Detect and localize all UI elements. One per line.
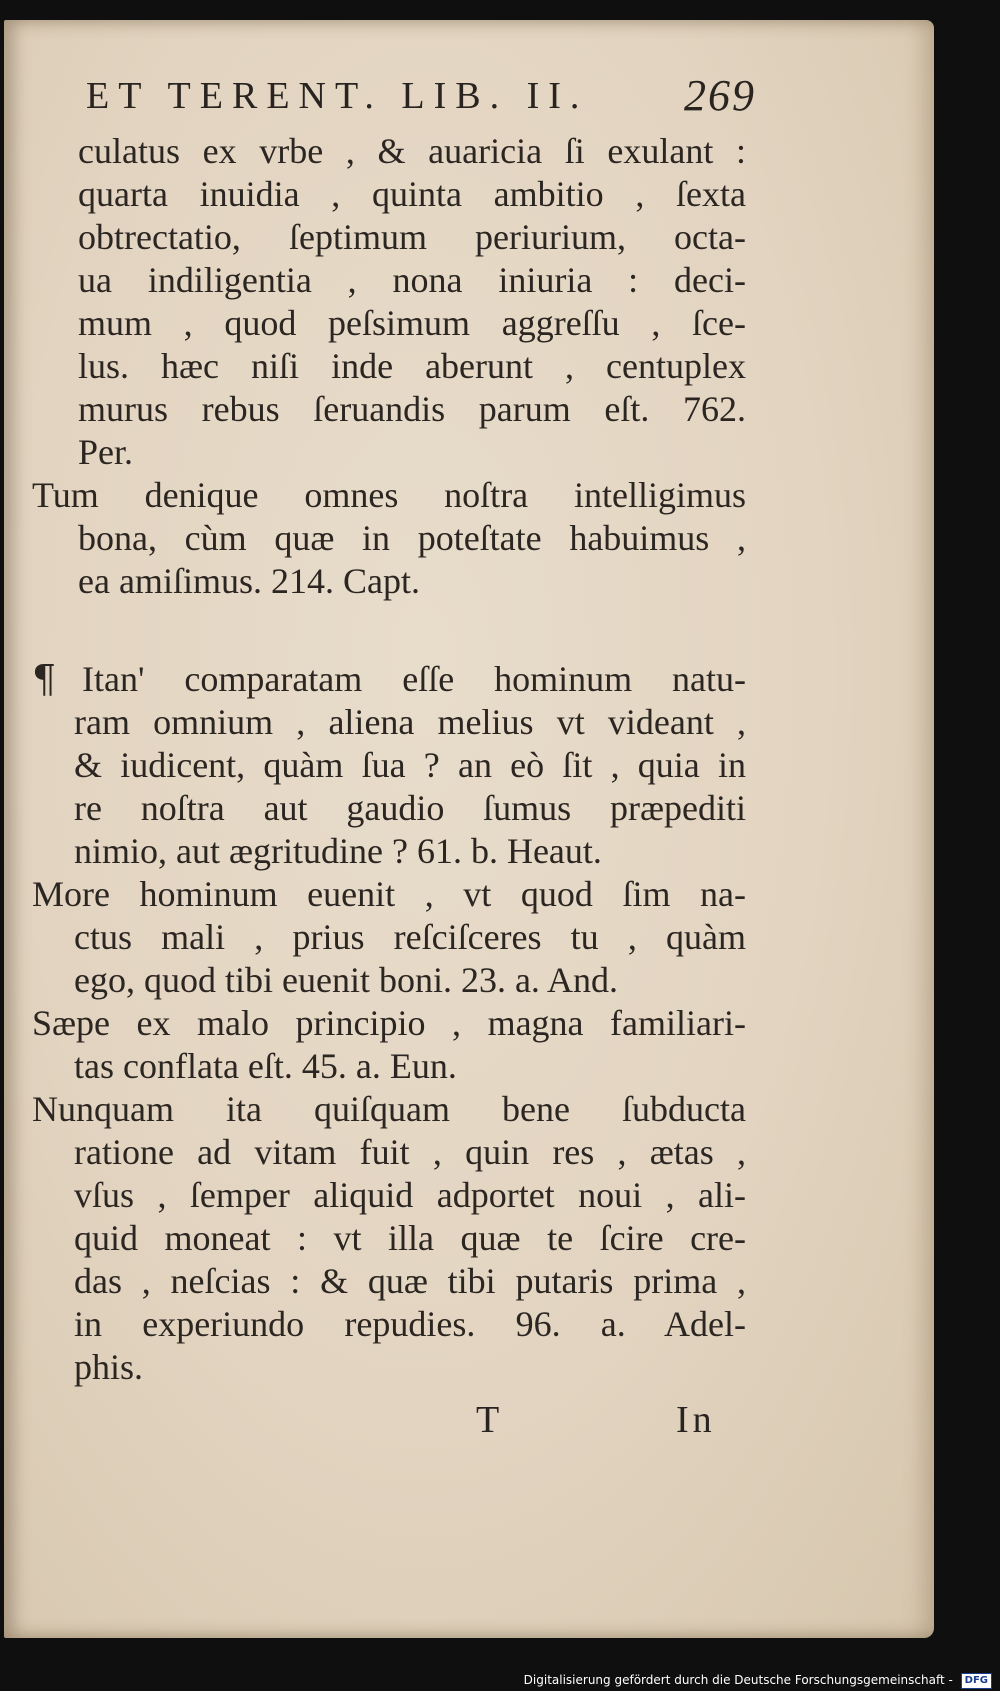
text-line: ea amiſimus. 214. Capt.	[78, 561, 420, 601]
text-line: tas conflata eſt. 45. a. Eun.	[74, 1046, 457, 1086]
catchword: In	[676, 1399, 716, 1441]
dfg-logo: DFG	[961, 1673, 992, 1689]
text-line: obtrectatio, ſeptimum periurium, octa-	[78, 217, 746, 257]
text-line: culatus ex vrbe , & auaricia ſi exulant :	[78, 131, 746, 171]
text-line: Itan' comparatam eſſe hominum natu-	[82, 659, 746, 699]
pilcrow-mark: ¶	[32, 657, 57, 701]
page-number: 269	[684, 71, 756, 120]
text-line: ego, quod tibi euenit boni. 23. a. And.	[74, 960, 618, 1000]
text-line: re noſtra aut gaudio ſumus præpediti	[74, 788, 746, 828]
text-line: quarta inuidia , quinta ambitio , ſexta	[78, 174, 746, 214]
text-line: ua indiligentia , nona iniuria : deci-	[78, 260, 746, 300]
digitization-note: Digitalisierung gefördert durch die Deutsche Forschungsgemeinschaft -	[523, 1673, 953, 1687]
text-line: Nunquam ita quiſquam bene ſubducta	[32, 1089, 746, 1129]
text-line: lus. hæc niſi inde aberunt , centuplex	[78, 346, 746, 386]
text-line: Tum denique omnes noſtra intelligimus	[32, 475, 746, 515]
text-line: phis.	[74, 1347, 144, 1387]
text-line: More hominum euenit , vt quod ſim na-	[32, 874, 746, 914]
running-title: ET TERENT. LIB. II.	[86, 75, 589, 117]
text-line: quid moneat : vt illa quæ te ſcire cre-	[74, 1218, 746, 1258]
text-line: & iudicent, quàm ſua ? an eò ſit , quia in	[74, 745, 746, 785]
text-line: ram omnium , aliena melius vt videant ,	[74, 702, 746, 742]
digitization-footer	[524, 1671, 992, 1689]
text-line: vſus , ſemper aliquid adportet noui , ali-	[74, 1175, 746, 1215]
text-line: ctus mali , prius reſciſceres tu , quàm	[74, 917, 746, 957]
book-page	[4, 20, 934, 1638]
text-line: murus rebus ſeruandis parum eſt. 762.	[78, 389, 746, 429]
text-line: mum , quod peſsimum aggreſſu , ſce-	[78, 303, 746, 343]
text-line: in experiundo repudies. 96. a. Adel-	[74, 1304, 746, 1344]
text-line: das , neſcias : & quæ tibi putaris prima ,	[74, 1261, 746, 1301]
text-line: nimio, aut ægritudine ? 61. b. Heaut.	[74, 831, 602, 871]
text-line: bona, cùm quæ in poteſtate habuimus ,	[78, 518, 746, 558]
running-header	[86, 70, 756, 122]
text-line: Sæpe ex malo principio , magna familiari-	[32, 1003, 746, 1043]
text-line: ratione ad vitam fuit , quin res , ætas ,	[74, 1132, 746, 1172]
signature-mark: T	[476, 1399, 504, 1441]
text-line: Per.	[78, 432, 134, 472]
